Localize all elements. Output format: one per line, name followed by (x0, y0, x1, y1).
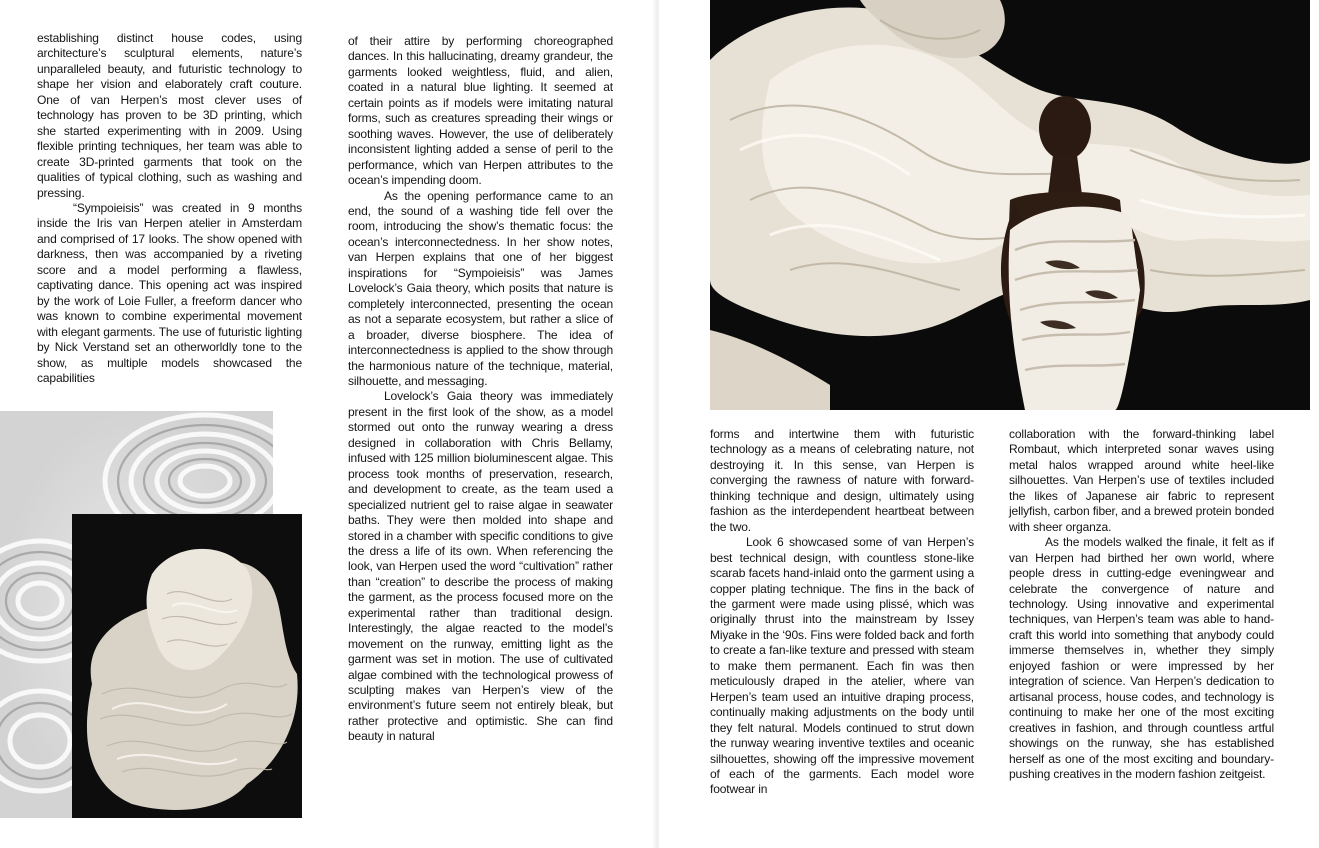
paragraph: “Sympoieisis” was created in 9 months inside the Iris van Herpen atelier in Amsterdam and comprised of 17 looks. The show opened with darkness, then was accompanied by a riveting score and a model performing a flawless, captivating dance. This opening act was inspired by the work of Loie Fuller, a freeform dancer who was known to combine experimental movement with elegant garments. The use of futuristic lighting by Nick Verstand set an otherworldly tone to the show, as multiple models showcased the capabilities (37, 200, 302, 385)
paragraph: Lovelock’s Gaia theory was immediately present in the first look of the show, as a model stormed out onto the runway wearing a dress designed in collaboration with Chris Bellamy, infused with 125 million bioluminescent algae. This process took months of preservation, research, and development to create, as the team used a specialized nutrient gel to raise algae in seawater baths. They were then molded into shape and stored in a chamber with specific conditions to give the dress a life of its own. When referencing the look, van Herpen used the word “cultivation” rather than “creation” to describe the process of making the garment, as the process focused more on the experimental rather than traditional design. Interestingly, the algae reacted to the model’s movement on the runway, emitting light as the garment was set in motion. The use of cultivated algae combined with the technological prowess of sculpting makes van Herpen’s view of the environment’s future seem not entirely bleak, but rather protective and optimistic. She can find beauty in natural (348, 389, 613, 744)
draped-fabric-image (72, 514, 302, 818)
article-column-1 (37, 31, 302, 386)
paragraph: As the opening performance came to an end, the sound of a washing tide fell over the room, introducing the show’s thematic focus: the ocean’s interconnectedness. In her show notes, van Herpen explains that one of her biggest inspirations for “Sympoieisis” was James Lovelock’s Gaia theory, which posits that nature is completely interconnected, presenting the ocean as not a separate ecosystem, but rather a slice of a broader, diverse biosphere. The idea of interconnectedness is applied to the show through the harmonious nature of the technique, material, silhouette, and messaging. (348, 188, 613, 388)
paragraph: forms and intertwine them with futuristic technology as a means of celebrating nature, not destroying it. In this sense, van Herpen is converging the rawness of nature with forward-thinking technique and design, ultimately using fashion as the interdependent heartbeat between the two. (710, 427, 974, 534)
model-head (1039, 96, 1091, 160)
paragraph: Look 6 showcased some of van Herpen’s best technical design, with countless stone-like scarab facets hand-inlaid onto the garment using a copper plating technique. The fins in the back of the garment were made using plissé, which was originally thrust into the mainstream by Issey Miyake in the ‘90s. Fins were folded back and forth to create a fan-like texture and pressed with steam to make them permanent. Each fin was then meticulously draped in the atelier, where van Herpen’s team used an intuitive draping process, continually making adjustments on the body until they felt natural. Models continued to strut down the runway wearing inventive textiles and oceanic silhouettes, showing off the impressive movement of each of the garments. Each model wore footwear in (710, 535, 974, 797)
paragraph: As the models walked the finale, it felt as if van Herpen had birthed her own world, where people dress in cutting-edge eveningwear and celebrate the convergence of nature and technology. Using innovative and experimental techniques, van Herpen’s team was able to hand-craft this world into something that anybody could immerse themselves in, whether they simply enjoyed fashion or were impressed by her integration of science. Van Herpen’s dedication to artisanal process, house codes, and technology is continuing to make her one of the most exciting creatives in fashion, and through countless artful showings on the runway, she has established herself as one of the most exciting and boundary-pushing creatives in the modern fashion zeitgeist. (1009, 535, 1274, 781)
paragraph: of their attire by performing choreographed dances. In this hallucinating, dreamy grandeur, the garments looked weightless, fluid, and alien, coated in a natural blue lighting. It seemed at certain points as if models were imitating natural forms, such as creatures spreading their wings or soothing waves. However, the use of deliberately inconsistent lighting added a sense of peril to the performance, which van Herpen attributes to the ocean’s impending doom. (348, 34, 613, 188)
paragraph: establishing distinct house codes, using architecture’s sculptural elements, nature’s unparalleled beauty, and futuristic technology to shape her vision and elaborately craft couture. One of van Herpen’s most clever uses of technology has proven to be 3D printing, which she started experimenting with in 2009. Using flexible printing techniques, her team was able to create 3D-printed garments that took on the qualities of typical clothing, such as washing and pressing. (37, 31, 302, 200)
paragraph: collaboration with the forward-thinking label Rombaut, which interpreted sonar waves using metal halos wrapped around white heel-like silhouettes. Van Herpen’s use of textiles included the likes of Japanese air fabric to represent jellyfish, carbon fiber, and a brewed protein bonded with sheer organza. (1009, 427, 1274, 534)
model-in-white-sculpted-gown-image (710, 0, 1310, 410)
article-column-2 (348, 34, 613, 745)
model-photo (710, 0, 1310, 410)
article-column-3 (710, 427, 974, 798)
draped-fabric-photo (72, 514, 302, 818)
article-column-4 (1009, 427, 1274, 782)
left-page (0, 0, 655, 848)
